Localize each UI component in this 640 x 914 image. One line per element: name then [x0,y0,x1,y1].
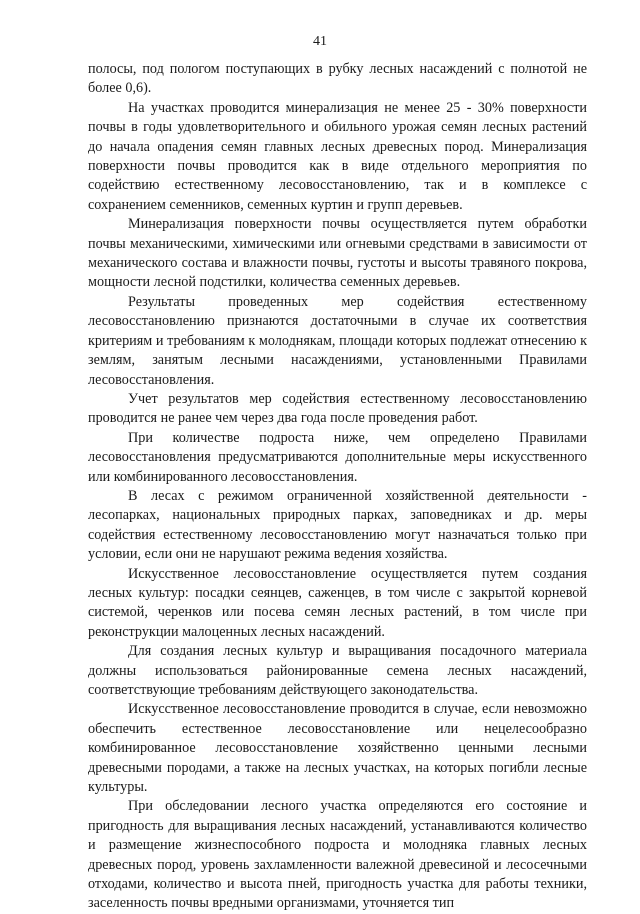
paragraph-seed-requirements: Для создания лесных культур и выращивания посадочного материала должны использоваться районированные семена лесных насаждений, соответствующие требованиям действующего законодательства. [88,643,587,698]
paragraph-continuation: полосы, под пологом поступающих в рубку лесных насаждений с полнотой не более 0,6). [88,61,587,97]
paragraph-mineralization-methods: Минерализация поверхности почвы осуществляется путем обработки почвы механическими, химическими или огневыми средствами в зависимости от механического состава и влажности почвы, густоты и высоты травяного покрова, мощности лесной подстилки, количества семенных деревьев. [88,216,587,291]
paragraph-mineralization-scope: На участках проводится минерализация не менее 25 - 30% поверхности почвы в годы удовлетворительного и обильного урожая семян лесных растений до начала опадения семян главных лесных древесных пород. Минерализация поверхности почвы проводится как в виде отдельного мероприятия по содействию естественному лесовосстановлению, так и в комплексе с сохранением семенников, семенных куртин и групп деревьев. [88,99,587,213]
paragraph-results-accounting: Учет результатов мер содействия естественному лесовосстановлению проводится не ранее чем через два года после проведения работ. [88,390,587,427]
paragraph-site-survey: При обследовании лесного участка определяются его состояние и пригодность для выращивания лесных насаждений, устанавливаются количество и размещение жизнеспособного подроста и молодняка главных лесных древесных пород, уровень захламленности валежной древесиной и лесосечными отходами, количество и высота пней, пригодность участка для работы техники, заселенность почвы вредными организмами, уточняется тип [88,798,587,912]
paragraph-results-criteria: Результаты проведенных мер содействия естественному лесовосстановлению признаются достаточными в случае их соответствия критериям и требованиям к молоднякам, площади которых подлежат отнесению к землям, занятым лесными насаждениями, установленными Правилами лесовосстановления. [88,293,587,388]
paragraph-undergrowth-shortage: При количестве подроста ниже, чем определено Правилами лесовосстановления предусматриваются дополнительные меры искусственного или комбинированного лесовосстановления. [88,429,587,485]
paragraph-restricted-forests: В лесах с режимом ограниченной хозяйственной деятельности - лесопарках, национальных природных парках, заповедниках и др. меры содействия естественному лесовосстановлению могут назначаться только при условии, если они не нарушают режима ведения хозяйства. [88,487,587,563]
document-body [88,60,587,914]
paragraph-artificial-restoration: Искусственное лесовосстановление осуществляется путем создания лесных культур: посадки сеянцев, саженцев, в том числе с закрытой корневой системой, черенков или посева семян лесных растений, в том числе при реконструкции малоценных лесных насаждений. [88,565,587,640]
paragraph-artificial-conditions: Искусственное лесовосстановление проводится в случае, если невозможно обеспечить естественное лесовосстановление или нецелесообразно комбинированное лесовосстановление хозяйственно ценными лесными древесными породами, а также на лесных участках, на которых погибли лесные культуры. [88,701,587,796]
page-number: 41 [313,34,327,49]
